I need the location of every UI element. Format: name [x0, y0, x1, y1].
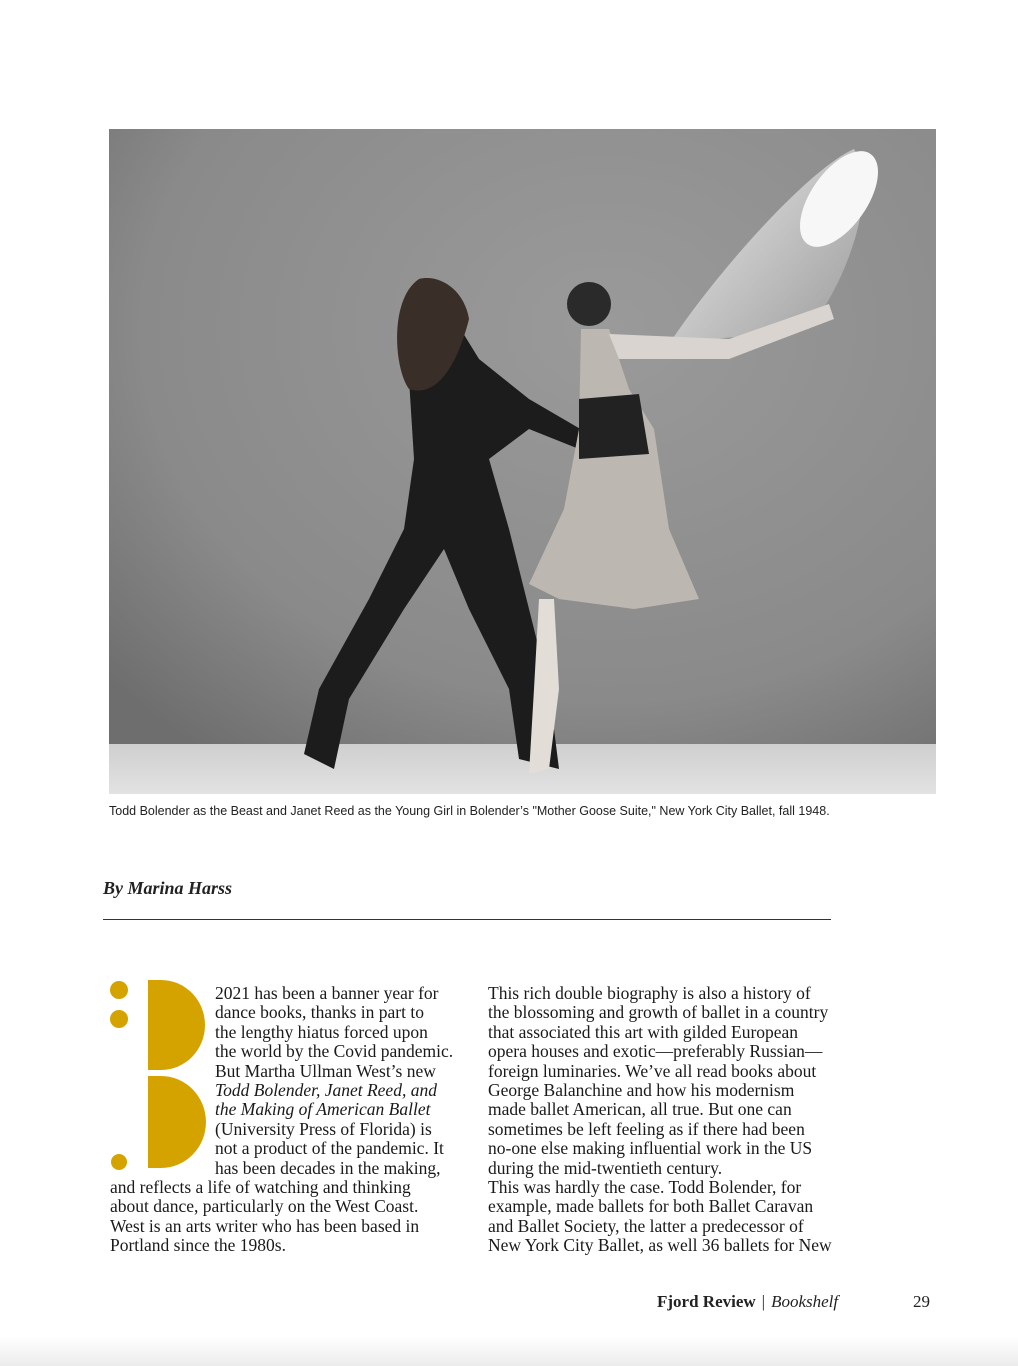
- article-line: George Balanchine and how his modernism: [488, 1080, 795, 1101]
- article-line: made ballet American, all true. But one can: [488, 1099, 792, 1120]
- ballet-photo: [109, 129, 936, 794]
- dropcap-letter-b: [106, 978, 206, 1172]
- section-name: Bookshelf: [771, 1292, 839, 1311]
- article-line: This rich double biography is also a history of: [488, 983, 811, 1003]
- article-line: that associated this art with gilded European: [488, 1021, 799, 1042]
- magazine-name: Fjord Review: [657, 1292, 756, 1311]
- article-line: example, made ballets for both Ballet Caravan: [488, 1196, 814, 1217]
- article-line: and reflects a life of watching and thinking: [110, 1177, 411, 1197]
- article-column-1-top: [215, 984, 470, 1178]
- article-line: Portland since the 1980s.: [110, 1235, 286, 1256]
- article-line: New York City Ballet, as well 36 ballets for New: [488, 1235, 832, 1256]
- ballet-photo-illustration: [109, 129, 936, 794]
- article-line: during the mid-twentieth century.: [488, 1157, 723, 1178]
- article-line: West is an arts writer who has been based in: [110, 1215, 420, 1236]
- footer-separator: |: [761, 1292, 766, 1311]
- article-line: 2021 has been a banner year for: [215, 983, 439, 1003]
- article-line: (University Press of Florida) is: [215, 1118, 432, 1139]
- article-line: not a product of the pandemic. It: [215, 1138, 444, 1159]
- footer-brand: [657, 1292, 838, 1312]
- byline: By Marina Harss: [103, 878, 233, 898]
- page-number: 29: [913, 1292, 930, 1311]
- article-line: the lengthy hiatus forced upon: [215, 1021, 428, 1042]
- article-line: opera houses and exotic—preferably Russian—: [488, 1041, 823, 1062]
- article-line: has been decades in the making,: [215, 1157, 441, 1178]
- article-line: But Martha Ullman West’s new: [215, 1060, 436, 1081]
- book-title-line: Todd Bolender, Janet Reed, and: [215, 1080, 437, 1101]
- book-title-line: the Making of American Ballet: [215, 1099, 431, 1120]
- photo-caption: Todd Bolender as the Beast and Janet Reed as the Young Girl in Bolender’s "Mother Goose Suite," New York City Ballet, fall 1948.: [109, 804, 830, 818]
- article-line: no-one else making influential work in the US: [488, 1138, 813, 1159]
- article-column-1-bottom: [110, 1178, 470, 1256]
- article-line: the blossoming and growth of ballet in a country: [488, 1002, 829, 1023]
- article-column-2: [488, 984, 840, 1256]
- article-line: foreign luminaries. We’ve all read books about: [488, 1060, 817, 1081]
- page-edge-shadow: [0, 1336, 1018, 1366]
- article-line: dance books, thanks in part to: [215, 1002, 424, 1023]
- article-line: sometimes be left feeling as if there had been: [488, 1118, 805, 1139]
- article-line: the world by the Covid pandemic.: [215, 1041, 454, 1062]
- article-line: and Ballet Society, the latter a predecessor of: [488, 1215, 804, 1236]
- divider: [103, 919, 831, 920]
- article-line: This was hardly the case. Todd Bolender, for: [488, 1177, 802, 1198]
- article-line: about dance, particularly on the West Coast.: [110, 1196, 419, 1217]
